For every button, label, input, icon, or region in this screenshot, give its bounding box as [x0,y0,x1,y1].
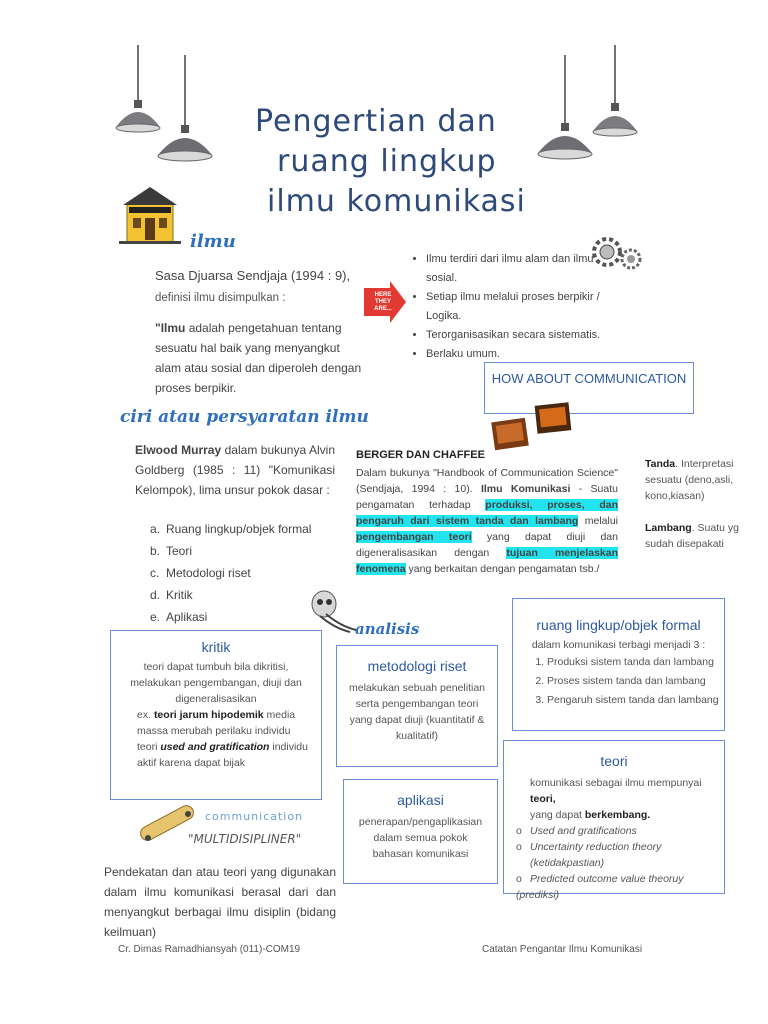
berger-heading: BERGER DAN CHAFFEE [356,449,485,461]
metodologi-box [336,645,498,767]
ruang-intro: dalam komunikasi terbagi menjadi 3 : [531,639,706,651]
lamp-icon [150,55,220,165]
kritik-title: kritik [201,639,231,655]
list-item: 2. Proses sistem tanda dan lambang [547,672,724,691]
metodologi-title: metodologi riset [367,658,467,674]
title-line-3: ilmu komunikasi [267,184,526,219]
list-item: 3. Pengaruh sistem tanda dan lambang [547,691,724,710]
list-item: 1. Produksi sistem tanda dan lambang [547,653,724,672]
title-line-1: Pengertian dan [255,104,497,139]
teori-title: teori [600,753,628,769]
list-item: • Berlaku umum. [426,345,606,364]
ilmu-bullet-list [410,250,606,364]
metodologi-text: melakukan sebuah penelitian serta pengembangan teori yang dapat diuji (kuantitatif & kualitatif) [348,682,485,742]
lamp-icon [585,45,645,140]
ruang-list [513,653,724,710]
teori-box [503,740,725,901]
ilmu-author: Sasa Djuarsa Sendjaja (1994 : 9), [155,268,351,283]
list-item: o Predicted outcome value theoruy (prediksi) [516,873,684,901]
communication-text: Pendekatan dan atau teori yang digunakan dalam ilmu komunikasi berasal dari dan menyangkut berbagai ilmu disiplin (bidang keilmuan) [104,865,336,939]
building-icon [115,185,185,245]
list-item: a. Ruang lingkup/objek formal [150,522,312,536]
aplikasi-text: penerapan/pengaplikasian dalam semua pokok bahasan komunikasi [358,816,483,860]
list-item: d. Kritik [150,588,193,602]
ilmu-quote-bold: "Ilmu [155,321,186,335]
list-item: o Used and gratifications [516,825,637,837]
list-item: • Setiap ilmu melalui proses berpikir / Logika. [426,288,606,326]
ruang-box [512,598,725,731]
title-line-2: ruang lingkup [277,144,497,179]
list-item: c. Metodologi riset [150,566,251,580]
page-title [255,102,526,222]
list-item: • Terorganisasikan secara sistematis. [426,326,606,345]
ciri-list [150,518,311,628]
list-item: b. Teori [150,544,193,558]
aplikasi-title: aplikasi [397,792,444,808]
teori-text: komunikasi sebagai ilmu mempunyai teori, yang dapat berkembang. [530,777,702,821]
ciri-mid: dalam bukunya [221,443,309,457]
list-item: o Uncertainty reduction theory (ketidakpastian) [516,841,662,869]
ilmu-heading: ilmu [190,231,236,252]
ciri-paragraph [135,440,335,500]
berger-paragraph: Dalam bukunya "Handbook of Communication Science" (Sendjaja, 1994 : 10). Ilmu Komunikasi - Suatu pengamatan terhadap produksi, proses, dan pengaruh dari sistem tanda dan lambang melalui pengembangan teori yang dapat diuji dan digeneralisasikan dengan tujuan menjelaskan fenomena yang berkaitan dengan pengamatan tsb./ [356,467,619,575]
skull-icon [306,586,360,634]
ruang-title: ruang lingkup/objek formal [536,617,701,633]
ciri-tail: lima unsur pokok dasar : [195,483,330,497]
tanda-note: Tanda. Interpretasi sesuatu (deno,asli, kono,kiasan) [645,458,734,502]
kritik-text: teori dapat tumbuh bila dikritisi, melakukan pengembangan, diuji dan digeneralisasikan [130,661,302,705]
ciri-heading: ciri atau persyaratan ilmu [120,407,369,427]
lambang-note: Lambang. Suatu yg sudah disepakati [645,522,739,550]
list-item: • Ilmu terdiri dari ilmu alam dan ilmu sosial. [426,250,606,288]
footer-right: Catatan Pengantar Ilmu Komunikasi [482,944,643,955]
ilmu-quote: adalah pengetahuan tentang sesuatu hal baik yang menyangkut alam atau sosial dan diperoleh dengan proses berpikir. [155,321,362,395]
ciri-author: Elwood Murray [135,443,222,457]
analisis-heading: analisis [355,620,420,638]
ilmu-definition [155,318,365,398]
ilmu-intro: definisi ilmu disimpulkan : [155,292,286,304]
communication-word: communication [205,810,304,823]
aplikasi-box [343,779,498,884]
teori-list [504,823,724,903]
arrow-sign-text: HERE THEY ARE... [374,292,392,312]
books-icon [490,400,575,455]
kritik-examples: ex. teori jarum hipodemik media massa merubah perilaku individu teori used and gratification individu aktif karena dapat bijak [137,709,308,769]
footer-left: Cr. Dimas Ramadhiansyah (011)-COM19 [118,944,301,955]
kritik-box [110,630,322,800]
gears-icon [585,232,645,277]
multidisipliner-label: "MULTIDISIPLINER" [188,832,302,846]
list-item: e. Aplikasi [150,610,208,624]
how-about-label: HOW ABOUT COMMUNICATION [491,371,687,386]
ciri-book: Alvin Goldberg (1985 : 11) "Komunikasi Kelompok), [135,443,335,497]
